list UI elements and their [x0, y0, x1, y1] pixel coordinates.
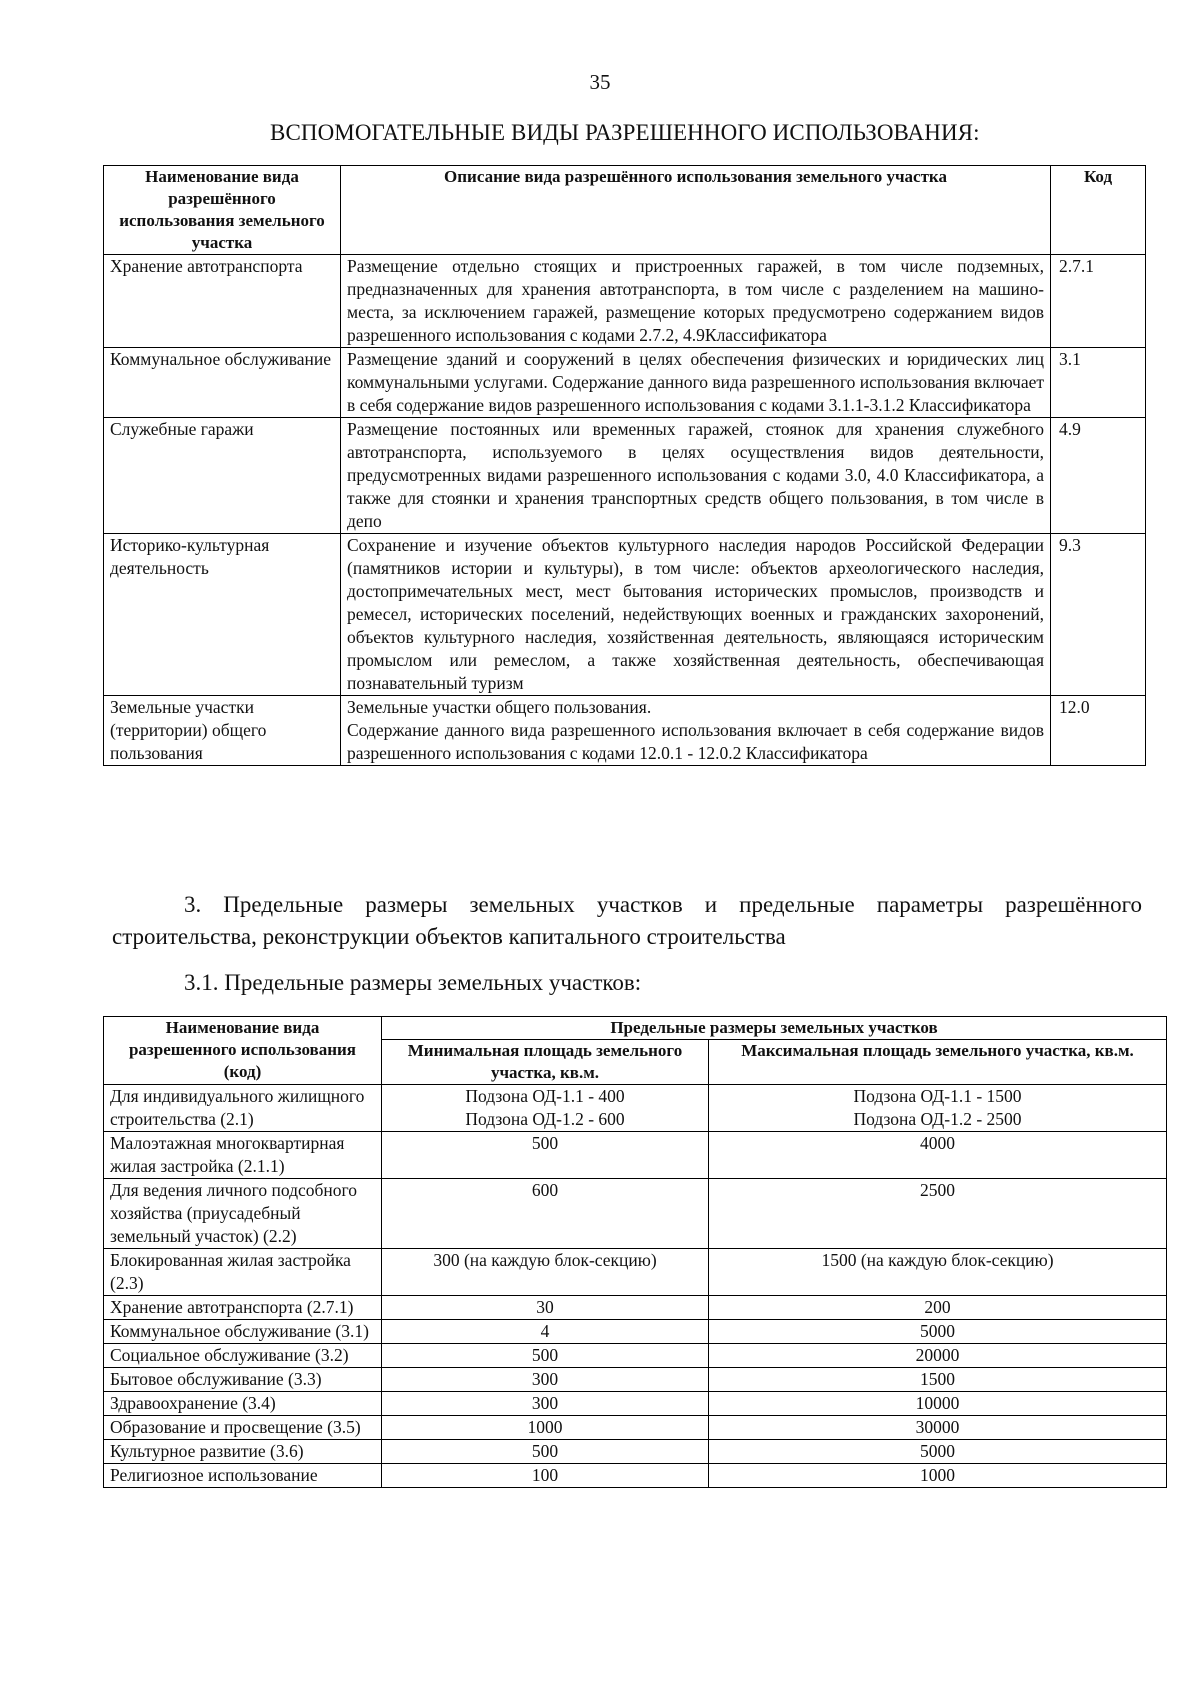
row-name: Земельные участки (территории) общего пользования [104, 696, 341, 766]
row-name: Малоэтажная многоквартирная жилая застройка (2.1.1) [104, 1132, 382, 1179]
row-name: Историко-культурная деятельность [104, 534, 341, 696]
row-min: 300 [382, 1392, 709, 1416]
row-min: 1000 [382, 1416, 709, 1440]
row-code: 2.7.1 [1051, 255, 1146, 348]
table-row [104, 1296, 1167, 1320]
row-max: 200 [709, 1296, 1167, 1320]
header-name: Наименование вида разрешенного использования (код) [104, 1017, 382, 1085]
table-row [104, 1179, 1167, 1249]
row-max-line1: Подзона ОД-1.1 - 1500 [853, 1086, 1022, 1106]
row-name: Блокированная жилая застройка (2.3) [104, 1249, 382, 1296]
row-name: Коммунальное обслуживание (3.1) [104, 1320, 382, 1344]
row-description: Размещение зданий и сооружений в целях обеспечения физических и юридических лиц коммунальными услугами. Содержание данного вида разрешенного использования включает в себя содержание видов разрешенного использования с кодами 3.1.1-3.1.2 Классификатора [341, 348, 1051, 418]
row-description-line2: Содержание данного вида разрешенного использования включает в себя содержание видов разрешенного использования с кодами 12.0.1 - 12.0.2 Классификатора [347, 720, 1044, 763]
row-name: Культурное развитие (3.6) [104, 1440, 382, 1464]
row-description: Размещение постоянных или временных гаражей, стоянок для хранения служебного автотранспорта, используемого в целях осуществления видов деятельности, предусмотренных видами разрешенного использования с кодами 3.0, 4.0 Классификатора, а также для стоянки и хранения транспортных средств общего пользования, в том числе в депо [341, 418, 1051, 534]
table-row [104, 1392, 1167, 1416]
row-max: 10000 [709, 1392, 1167, 1416]
table-row [104, 348, 1146, 418]
row-name: Хранение автотранспорта [104, 255, 341, 348]
row-max: 5000 [709, 1320, 1167, 1344]
table-row [104, 1344, 1167, 1368]
row-name: Бытовое обслуживание (3.3) [104, 1368, 382, 1392]
row-description: Размещение отдельно стоящих и пристроенных гаражей, в том числе подземных, предназначенных для хранения автотранспорта, в том числе с разделением на машино-места, за исключением гаражей, размещение которых предусмотрено содержанием видов разрешенного использования с кодами 2.7.2, 4.9Классификатора [341, 255, 1051, 348]
row-min: 300 [382, 1368, 709, 1392]
table-header-row [104, 1017, 1167, 1040]
row-max: 1500 (на каждую блок-секцию) [709, 1249, 1167, 1296]
table-row [104, 1464, 1167, 1488]
table-row [104, 1132, 1167, 1179]
table-row [104, 418, 1146, 534]
row-min: 300 (на каждую блок-секцию) [382, 1249, 709, 1296]
row-min: 600 [382, 1179, 709, 1249]
header-code: Код [1051, 166, 1146, 255]
header-group: Предельные размеры земельных участков [382, 1017, 1167, 1040]
table-row [104, 534, 1146, 696]
land-plot-limits-table [103, 1016, 1167, 1488]
table-row [104, 1085, 1167, 1132]
row-code: 3.1 [1051, 348, 1146, 418]
page-number: 35 [589, 70, 611, 94]
header-description: Описание вида разрешённого использования земельного участка [341, 166, 1051, 255]
row-max: 2500 [709, 1179, 1167, 1249]
row-code: 12.0 [1051, 696, 1146, 766]
row-min: 500 [382, 1344, 709, 1368]
table-row [104, 1416, 1167, 1440]
table-row [104, 1320, 1167, 1344]
header-max: Максимальная площадь земельного участка, кв.м. [709, 1040, 1167, 1085]
table-row [104, 1368, 1167, 1392]
paragraph-3: 3. Предельные размеры земельных участков и предельные параметры разрешённого строительства, реконструкции объектов капитального строительства [112, 892, 1142, 949]
row-max: 5000 [709, 1440, 1167, 1464]
row-min: 500 [382, 1440, 709, 1464]
row-max: 30000 [709, 1416, 1167, 1440]
row-name: Хранение автотранспорта (2.7.1) [104, 1296, 382, 1320]
row-max: 20000 [709, 1344, 1167, 1368]
row-min: 500 [382, 1132, 709, 1179]
row-max: 1000 [709, 1464, 1167, 1488]
row-description: Сохранение и изучение объектов культурного наследия народов Российской Федерации (памятников истории и культуры), в том числе: объектов археологического наследия, достопримечательных мест, мест бытования исторических промыслов, производств и ремесел, исторических поселений, недействующих военных и гражданских захоронений, объектов культурного наследия, хозяйственная деятельность, являющаяся историческим промыслом или ремеслом, а также хозяйственная деятельность, обеспечивающая познавательный туризм [341, 534, 1051, 696]
row-description [341, 696, 1051, 766]
row-min-line1: Подзона ОД-1.1 - 400 [465, 1086, 625, 1106]
row-description-line1: Земельные участки общего пользования. [347, 697, 652, 717]
row-min: 4 [382, 1320, 709, 1344]
table-row [104, 255, 1146, 348]
row-max: 1500 [709, 1368, 1167, 1392]
row-max [709, 1085, 1167, 1132]
row-max: 4000 [709, 1132, 1167, 1179]
header-name: Наименование вида разрешённого использования земельного участка [104, 166, 341, 255]
row-name: Религиозное использование [104, 1464, 382, 1488]
row-name: Служебные гаражи [104, 418, 341, 534]
table-row [104, 1249, 1167, 1296]
row-name: Коммунальное обслуживание [104, 348, 341, 418]
row-min: 100 [382, 1464, 709, 1488]
row-min [382, 1085, 709, 1132]
row-name: Для индивидуального жилищного строительства (2.1) [104, 1085, 382, 1132]
row-min-line2: Подзона ОД-1.2 - 600 [465, 1109, 625, 1129]
row-name: Социальное обслуживание (3.2) [104, 1344, 382, 1368]
row-name: Здравоохранение (3.4) [104, 1392, 382, 1416]
table-row [104, 1440, 1167, 1464]
table-header-row [104, 166, 1146, 255]
row-name: Образование и просвещение (3.5) [104, 1416, 382, 1440]
header-min: Минимальная площадь земельного участка, кв.м. [382, 1040, 709, 1085]
row-code: 9.3 [1051, 534, 1146, 696]
auxiliary-uses-table [103, 165, 1146, 766]
paragraph-3-1: 3.1. Предельные размеры земельных участков: [184, 970, 642, 995]
section-title: ВСПОМОГАТЕЛЬНЫЕ ВИДЫ РАЗРЕШЕННОГО ИСПОЛЬЗОВАНИЯ: [270, 120, 980, 145]
row-code: 4.9 [1051, 418, 1146, 534]
row-min: 30 [382, 1296, 709, 1320]
table-row [104, 696, 1146, 766]
row-max-line2: Подзона ОД-1.2 - 2500 [853, 1109, 1022, 1129]
row-name: Для ведения личного подсобного хозяйства (приусадебный земельный участок) (2.2) [104, 1179, 382, 1249]
